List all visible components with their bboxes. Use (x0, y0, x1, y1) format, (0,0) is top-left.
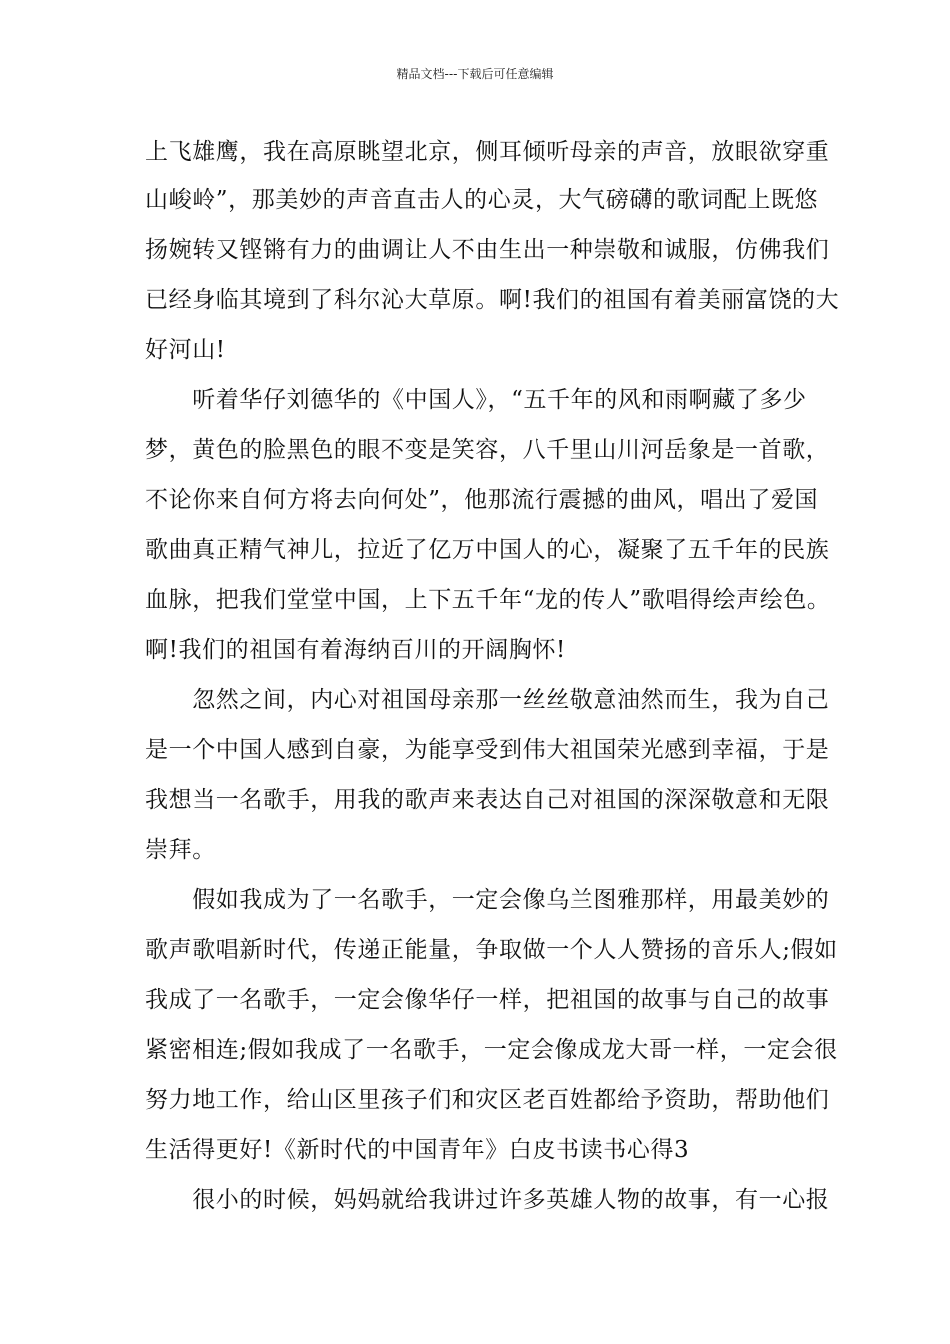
text-line: 我想当一名歌手，用我的歌声来表达自己对祖国的深深敬意和无限 (145, 787, 830, 813)
text-line: 歌曲真正精气神儿，拉近了亿万中国人的心，凝聚了五千年的民族 (145, 537, 830, 563)
text-line: 很小的时候，妈妈就给我讲过许多英雄人物的故事，有一心报 (145, 1187, 830, 1213)
text-line: 歌声歌唱新时代，传递正能量，争取做一个人人赞扬的音乐人;假如 (145, 937, 838, 963)
text-line: 已经身临其境到了科尔沁大草原。啊!我们的祖国有着美丽富饶的大 (145, 287, 840, 313)
text-line: 听着华仔刘德华的《中国人》，“五千年的风和雨啊藏了多少 (145, 387, 807, 413)
text-line: 不论你来自何方将去向何处”，他那流行震撼的曲风，唱出了爱国 (145, 487, 819, 513)
text-line: 忽然之间，内心对祖国母亲那一丝丝敬意油然而生，我为自己 (145, 687, 830, 713)
text-line: 山峻岭”，那美妙的声音直击人的心灵，大气磅礴的歌词配上既悠 (145, 187, 819, 213)
text-line: 上飞雄鹰，我在高原眺望北京，侧耳倾听母亲的声音，放眼欲穿重 (145, 139, 830, 165)
text-line: 梦，黄色的脸黑色的眼不变是笑容，八千里山川河岳象是一首歌， (145, 437, 830, 463)
text-line: 好河山! (145, 337, 226, 363)
text-line: 努力地工作，给山区里孩子们和灾区老百姓都给予资助，帮助他们 (145, 1087, 830, 1113)
text-line: 我成了一名歌手，一定会像华仔一样，把祖国的故事与自己的故事 (145, 987, 830, 1013)
text-line: 扬婉转又铿锵有力的曲调让人不由生出一种崇敬和诚服，仿佛我们 (145, 237, 830, 263)
text-line: 啊!我们的祖国有着海纳百川的开阔胸怀! (145, 637, 566, 663)
page-header: 精品文档---下载后可任意编辑 (396, 67, 554, 81)
text-line: 紧密相连;假如我成了一名歌手，一定会像成龙大哥一样，一定会很 (145, 1037, 838, 1063)
text-line: 假如我成为了一名歌手，一定会像乌兰图雅那样，用最美妙的 (145, 887, 830, 913)
text-line: 血脉，把我们堂堂中国，上下五千年“龙的传人”歌唱得绘声绘色。 (145, 587, 831, 613)
text-line: 是一个中国人感到自豪，为能享受到伟大祖国荣光感到幸福，于是 (145, 737, 830, 763)
text-line: 生活得更好!《新时代的中国青年》白皮书读书心得3 (145, 1137, 690, 1163)
text-line: 崇拜。 (145, 837, 216, 863)
